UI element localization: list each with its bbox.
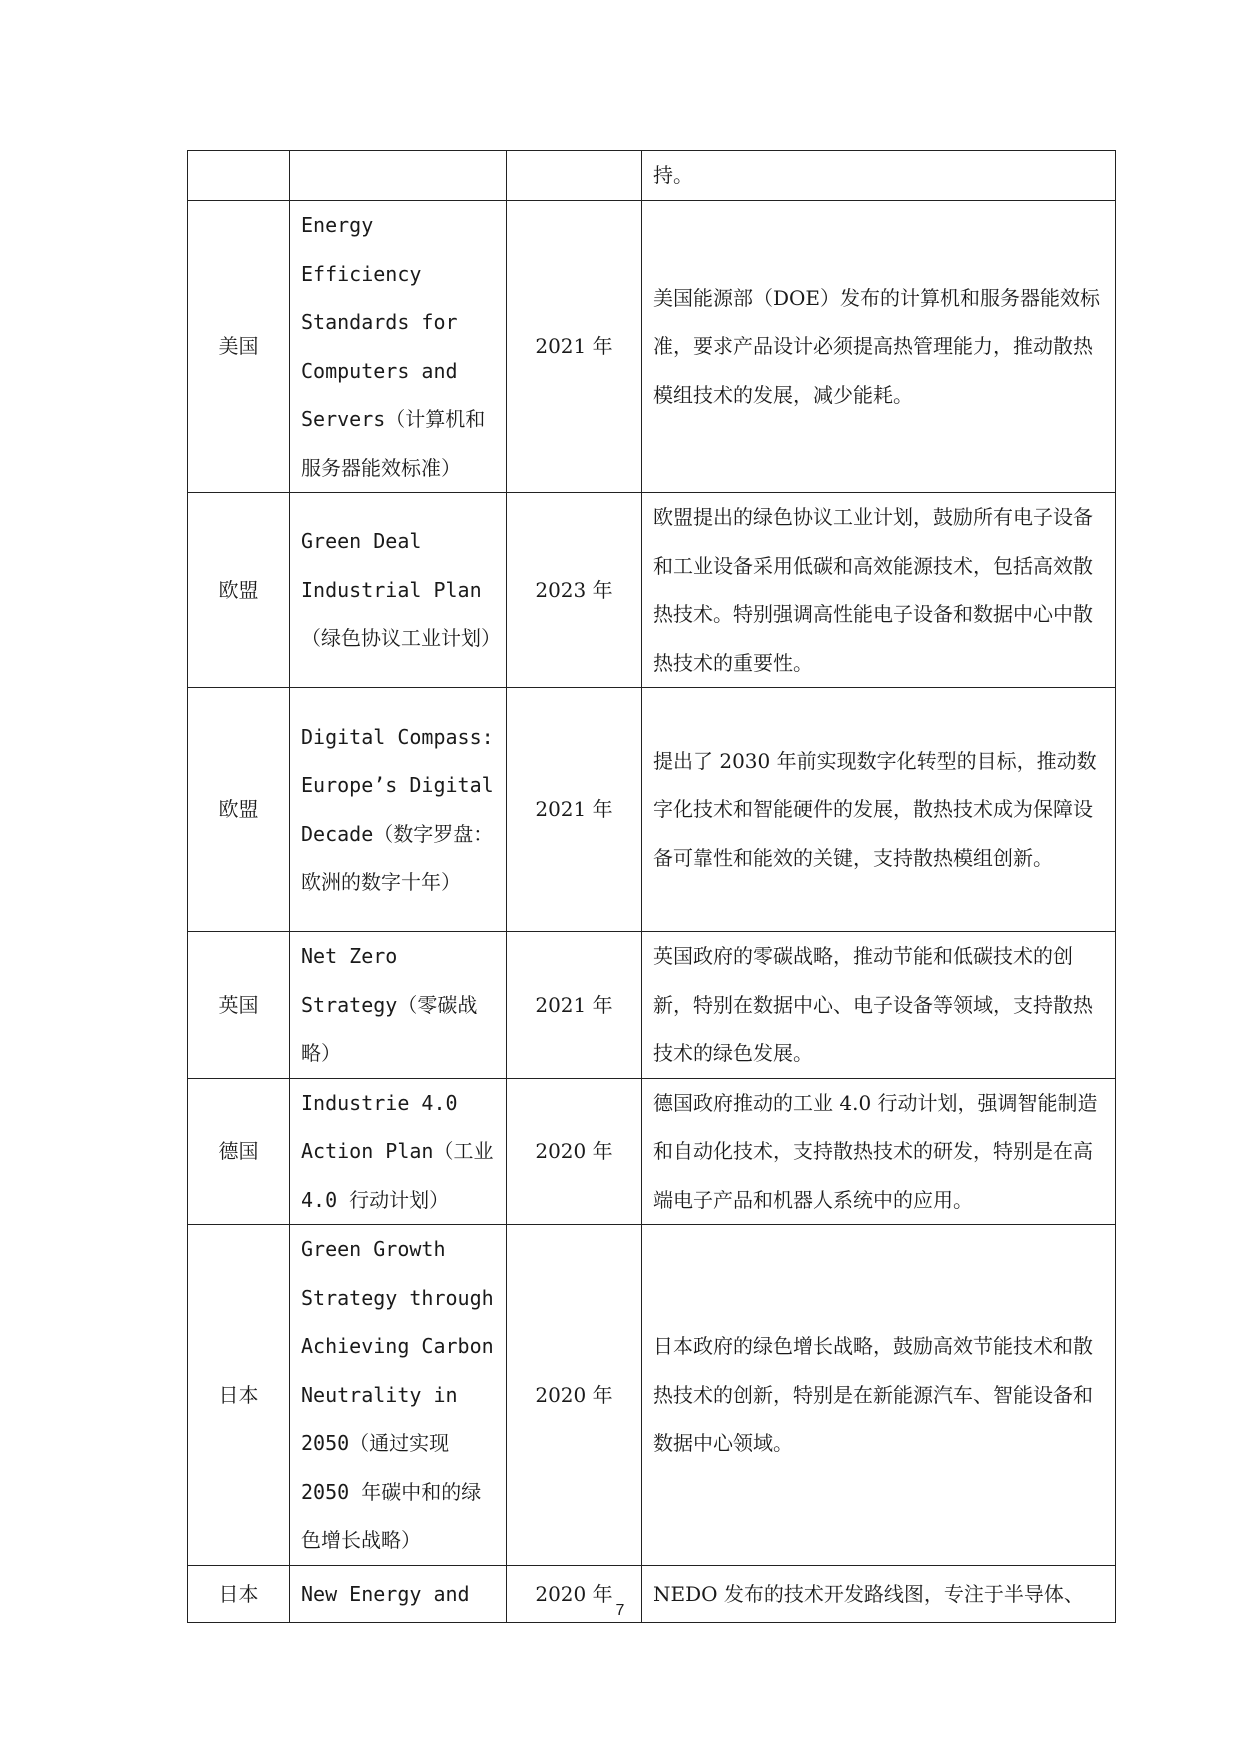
- table-row: [188, 493, 1116, 688]
- policy-cell: Industrie 4.0 Action Plan（工业 4.0 行动计划）: [290, 1078, 507, 1225]
- country-cell: 德国: [188, 1078, 290, 1225]
- description-cell: 提出了 2030 年前实现数字化转型的目标，推动数字化技术和智能硬件的发展，散热技术成为保障设备可靠性和能效的关键，支持散热模组创新。: [642, 688, 1116, 932]
- policy-cell: Green Deal Industrial Plan（绿色协议工业计划）: [290, 493, 507, 688]
- year-cell: 2020 年: [507, 1225, 642, 1566]
- table-row: [188, 151, 1116, 201]
- table-row: [188, 201, 1116, 493]
- description-cell: 日本政府的绿色增长战略，鼓励高效节能技术和散热技术的创新，特别是在新能源汽车、智能设备和数据中心领域。: [642, 1225, 1116, 1566]
- description-cell: NEDO 发布的技术开发路线图，专注于半导体、: [642, 1566, 1116, 1623]
- table-row: [188, 688, 1116, 932]
- policy-cell: New Energy and: [290, 1566, 507, 1623]
- description-cell: 欧盟提出的绿色协议工业计划，鼓励所有电子设备和工业设备采用低碳和高效能源技术，包括高效散热技术。特别强调高性能电子设备和数据中心中散热技术的重要性。: [642, 493, 1116, 688]
- year-cell: 2021 年: [507, 932, 642, 1079]
- table-row: [188, 1225, 1116, 1566]
- policy-cell: Green Growth Strategy through Achieving Carbon Neutrality in 2050（通过实现 2050 年碳中和的绿色增长战略）: [290, 1225, 507, 1566]
- page-number: 7: [615, 1602, 625, 1619]
- year-cell: 2020 年: [507, 1566, 642, 1623]
- policy-cell: Energy Efficiency Standards for Computers and Servers（计算机和服务器能效标准）: [290, 201, 507, 493]
- country-cell: [188, 151, 290, 201]
- table-row: [188, 1078, 1116, 1225]
- year-cell: [507, 151, 642, 201]
- description-cell: 德国政府推动的工业 4.0 行动计划，强调智能制造和自动化技术，支持散热技术的研发，特别是在高端电子产品和机器人系统中的应用。: [642, 1078, 1116, 1225]
- year-cell: 2020 年: [507, 1078, 642, 1225]
- country-cell: 日本: [188, 1566, 290, 1623]
- country-cell: 美国: [188, 201, 290, 493]
- year-cell: 2023 年: [507, 493, 642, 688]
- year-cell: 2021 年: [507, 201, 642, 493]
- policy-cell: Net Zero Strategy（零碳战略）: [290, 932, 507, 1079]
- description-cell: 英国政府的零碳战略，推动节能和低碳技术的创新，特别在数据中心、电子设备等领域，支持散热技术的绿色发展。: [642, 932, 1116, 1079]
- country-cell: 日本: [188, 1225, 290, 1566]
- description-cell: 美国能源部（DOE）发布的计算机和服务器能效标准，要求产品设计必须提高热管理能力，推动散热模组技术的发展，减少能耗。: [642, 201, 1116, 493]
- country-cell: 欧盟: [188, 493, 290, 688]
- description-cell: 持。: [642, 151, 1116, 201]
- country-cell: 欧盟: [188, 688, 290, 932]
- policy-cell: Digital Compass: Europe’s Digital Decade（数字罗盘：欧洲的数字十年）: [290, 688, 507, 932]
- year-cell: 2021 年: [507, 688, 642, 932]
- country-cell: 英国: [188, 932, 290, 1079]
- table-row: [188, 932, 1116, 1079]
- policy-table: [187, 150, 1116, 1623]
- policy-cell: [290, 151, 507, 201]
